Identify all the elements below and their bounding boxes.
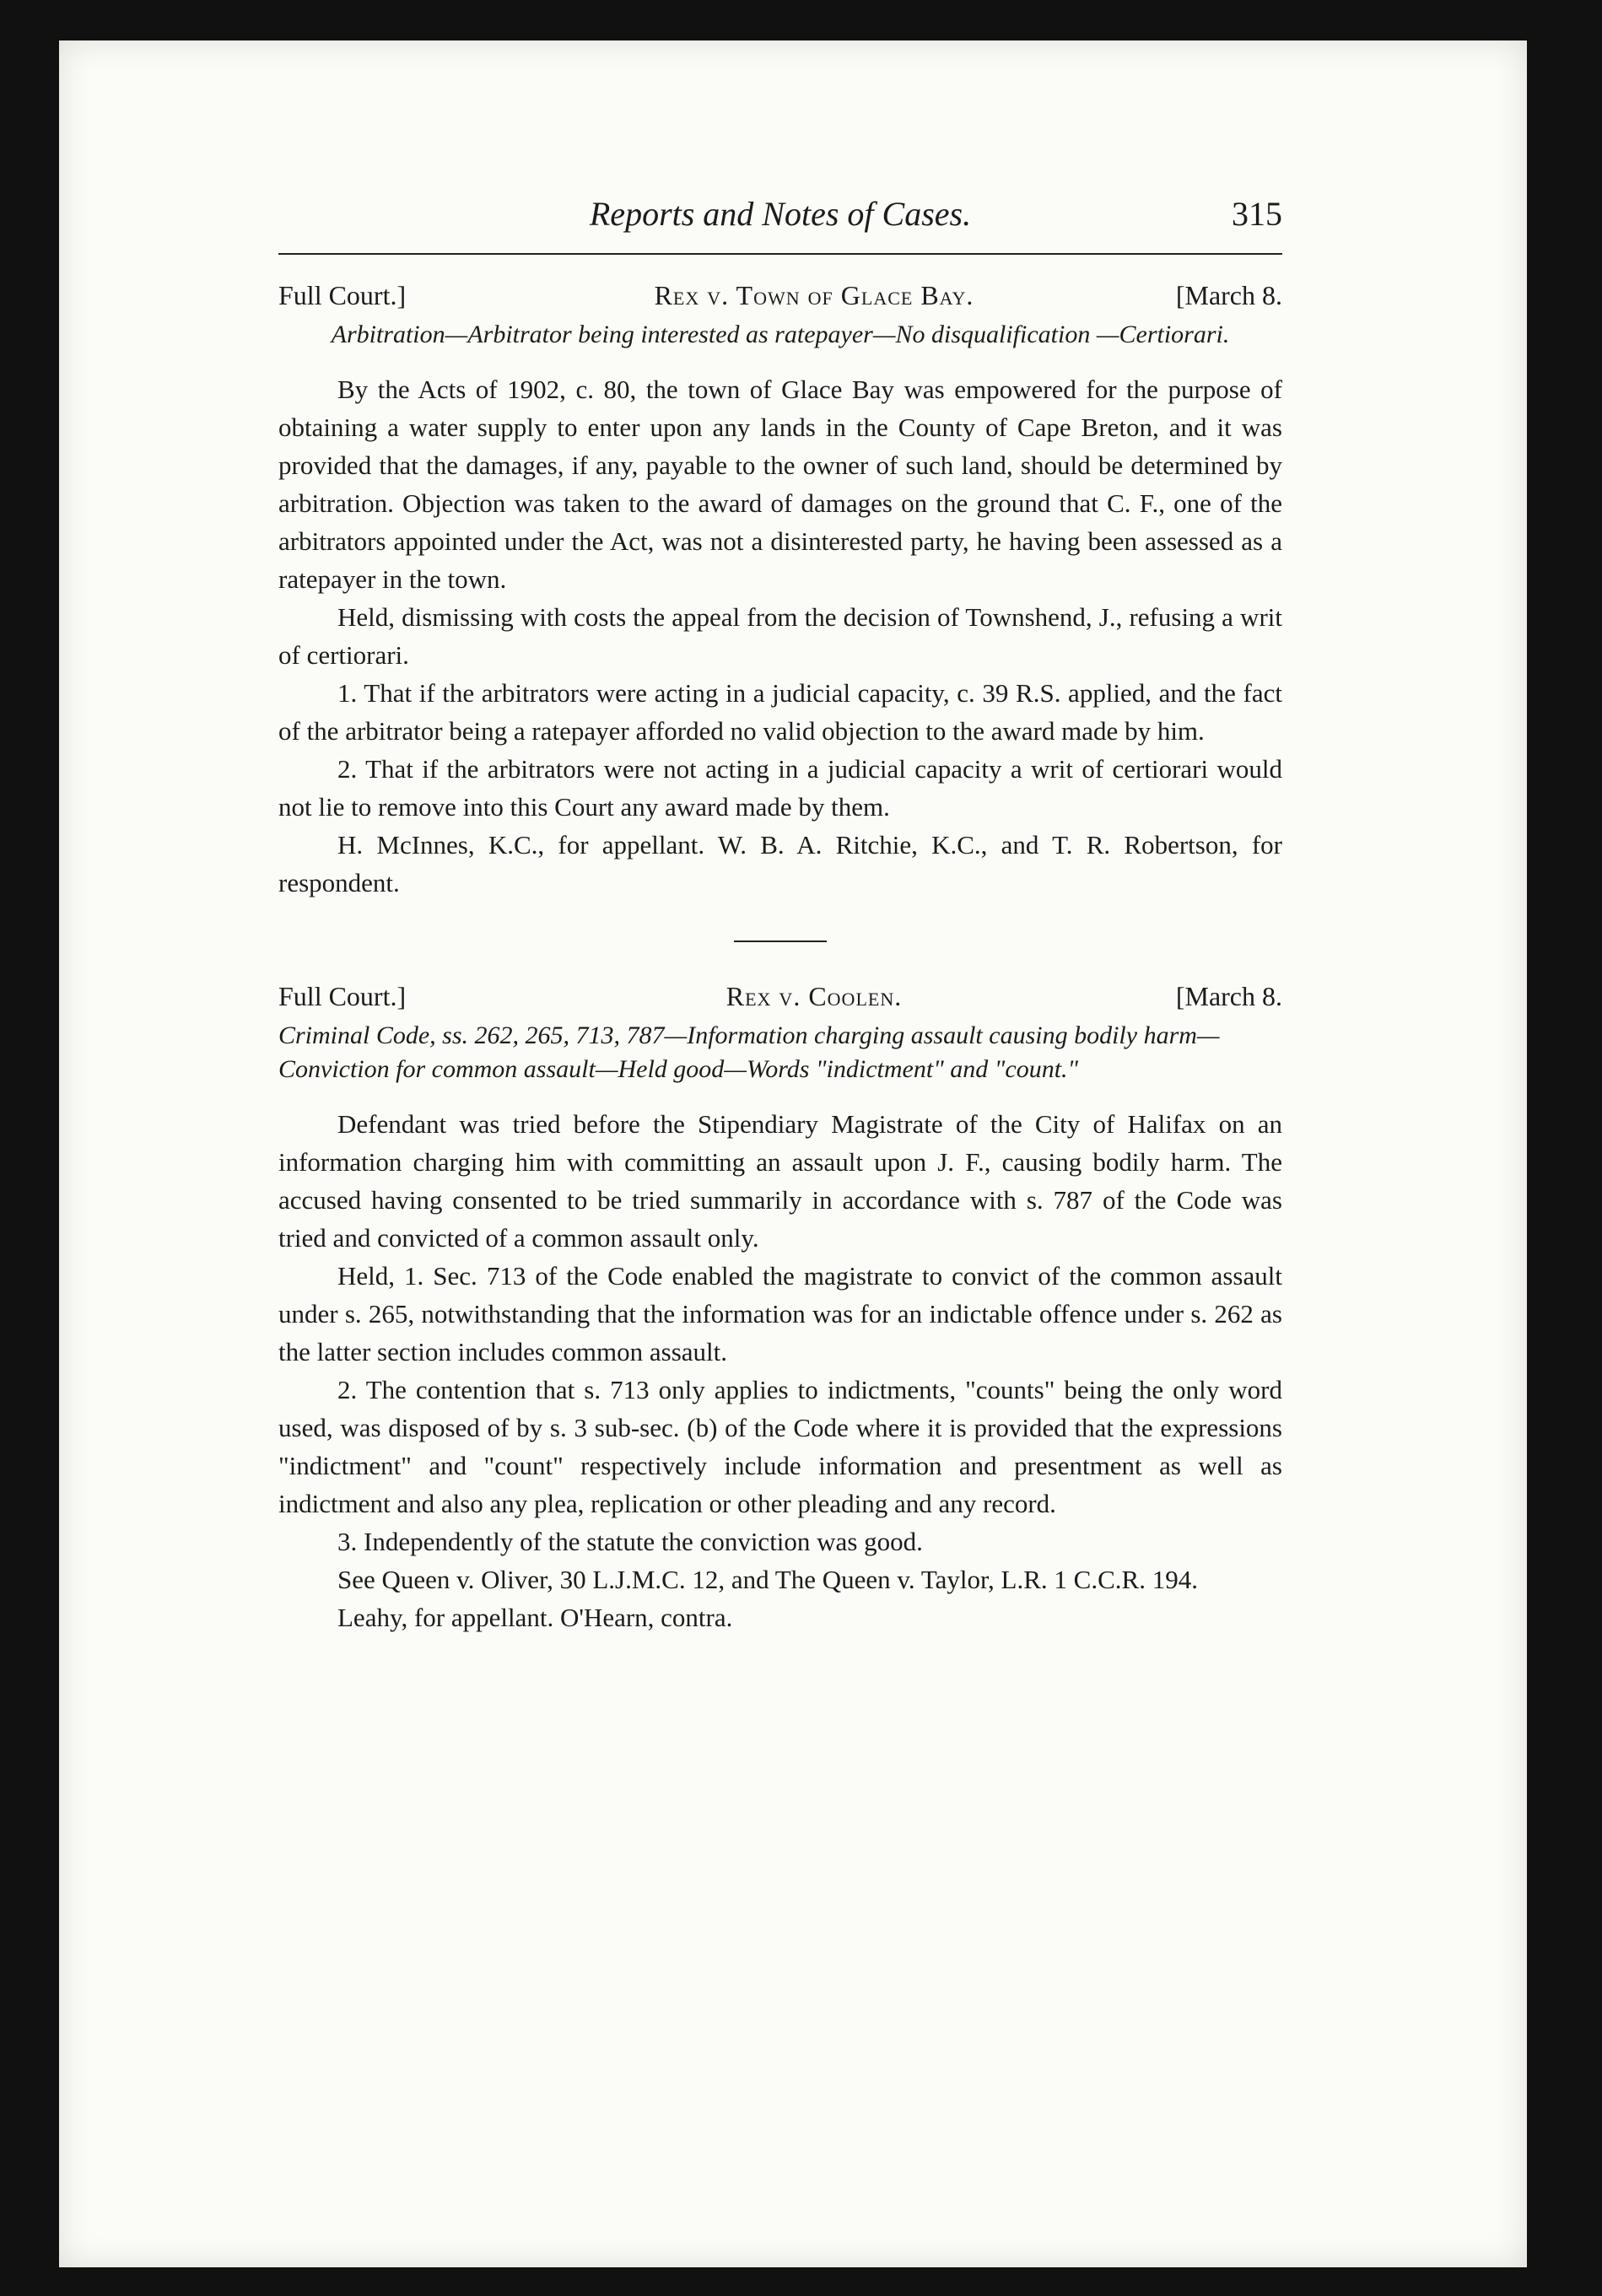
case-header [278,981,1282,1012]
case-rex-v-coolen [278,981,1282,1636]
case-name: Rex v. Town of Glace Bay. [654,280,974,310]
page-number: 315 [1232,195,1282,233]
case-body [278,370,1282,902]
case-paragraph: 2. That if the arbitrators were not acting in a judicial capacity a writ of certiorari would not lie to remove into this Court any award made by them. [278,754,1282,822]
document-page [278,177,1282,1636]
section-divider [734,940,827,942]
case-date: [March 8. [1175,981,1282,1011]
counsel-line: Leahy, for appellant. O'Hearn, contra. [337,1603,733,1632]
case-paragraph: Held, dismissing with costs the appeal from the decision of Townshend, J., refusing a writ of certiorari. [278,602,1282,670]
counsel-line: H. McInnes, K.C., for appellant. W. B. A. Ritchie, K.C., and T. R. Robertson, for respondent. [278,830,1282,897]
case-paragraph: Held, 1. Sec. 713 of the Code enabled the magistrate to convict of the common assault under s. 265, notwithstanding that the information was for an indictable offence under s. 262 as the latter section includes common assault. [278,1261,1282,1366]
running-title: Reports and Notes of Cases. [589,195,972,233]
case-name: Rex v. Coolen. [725,981,903,1011]
case-header [278,280,1282,311]
case-date: [March 8. [1175,280,1282,310]
court-label: Full Court.] [278,280,407,310]
running-header [278,177,1282,255]
case-body [278,1105,1282,1636]
case-paragraph: 1. That if the arbitrators were acting in a judicial capacity, c. 39 R.S. applied, and the fact of the arbitrator being a ratepayer afforded no valid objection to the award made by him. [278,678,1282,746]
case-headnote: Arbitration—Arbitrator being interested as ratepayer—No disqualification —Certiorari. [331,321,1230,348]
case-paragraph: 3. Independently of the statute the conviction was good. [337,1527,923,1556]
case-paragraph: 2. The contention that s. 713 only applies to indictments, "counts" being the only word used, was disposed of by s. 3 sub-sec. (b) of the Code where it is provided that the expressions "indictment" and "count" respectively include information and presentment as well as indictment and also any plea, replication or other pleading and any record. [278,1375,1282,1518]
case-rex-v-glace-bay [278,280,1282,902]
case-paragraph: See Queen v. Oliver, 30 L.J.M.C. 12, and The Queen v. Taylor, L.R. 1 C.C.R. 194. [337,1565,1198,1594]
case-paragraph: Defendant was tried before the Stipendiary Magistrate of the City of Halifax on an information charging him with committing an assault upon J. F., causing bodily harm. The accused having consented to be tried summarily in accordance with s. 787 of the Code was tried and convicted of a common assault only. [278,1109,1282,1253]
case-headnote: Criminal Code, ss. 262, 265, 713, 787—Information charging assault causing bodily harm—Conviction for common assault—Held good—Words "indictment" and "count." [278,1021,1220,1083]
case-paragraph: By the Acts of 1902, c. 80, the town of Glace Bay was empowered for the purpose of obtaining a water supply to enter upon any lands in the County of Cape Breton, and it was provided that the damages, if any, payable to the owner of such land, should be determined by arbitration. Objection was taken to the award of damages on the ground that C. F., one of the arbitrators appointed under the Act, was not a disinterested party, he having been assessed as a ratepayer in the town. [278,375,1282,594]
court-label: Full Court.] [278,981,407,1011]
